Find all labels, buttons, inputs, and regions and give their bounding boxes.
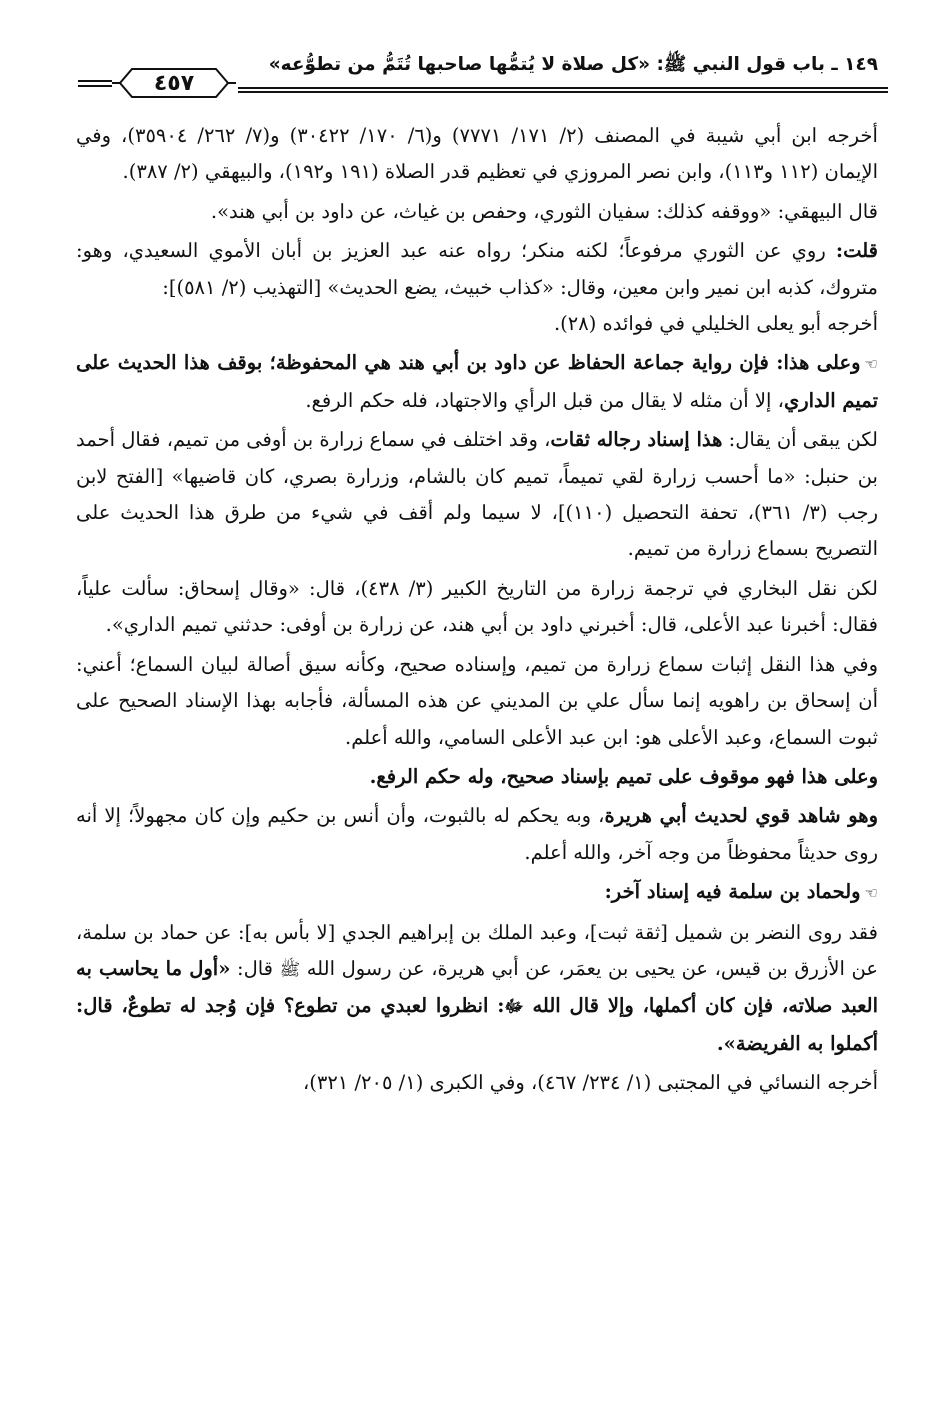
paragraph-8: وفي هذا النقل إثبات سماع زرارة من تميم، وإسناده صحيح، وكأنه سيق أصالة لبيان السماع؛ أعني: أن إسحاق بن راهويه إنما سأل علي بن المديني عن هذه المسألة، فأجابه بهذا الإسناد الصحيح على ثبوت السماع، وعبد الأعلى هو: ابن عبد الأعلى السامي، والله أعلم. [76, 652, 878, 749]
paragraph-7: لكن نقل البخاري في ترجمة زرارة من التاريخ الكبير (٣/ ٤٣٨)، قال: «وقال إسحاق: سألت علياً، فقال: أخبرنا عبد الأعلى، قال: أخبرني داود بن أبي هند، عن زرارة بن أوفى: حدثني تميم الداري». [76, 576, 878, 637]
running-header [78, 48, 888, 98]
paragraph-1: أخرجه ابن أبي شيبة في المصنف (٢/ ١٧١/ ٧٧٧١) و(٦/ ١٧٠/ ٣٠٤٢٢) و(٧/ ٢٦٢/ ٣٥٩٠٤)، وفي الإيمان (١١٢ و١١٣)، وابن نصر المروزي في تعظيم قدر الصلاة (١٩١ و١٩٢)، والبيهقي (٢/ ٣٨٧). [76, 124, 878, 184]
qultu-label: قلت: [835, 239, 878, 263]
page-number-badge [112, 66, 236, 100]
paragraph-6-bold: هذا إسناد رجاله ثقات [550, 428, 723, 452]
hadith-text-bold-2: : انظروا لعبدي من تطوع؟ فإن وُجد له تطوعٌ، قال: أكملوا به الفريضة». [76, 994, 878, 1055]
paragraph-11 [76, 874, 878, 911]
paragraph-2: قال البيهقي: «ووقفه كذلك: سفيان الثوري، وحفص بن غياث، عن داود بن أبي هند». [210, 199, 878, 223]
jalla-jalaluhu-icon: ﷻ [504, 997, 524, 1018]
paragraph-6-text-a: لكن يبقى أن يقال: [722, 428, 878, 452]
pointing-hand-icon: ☜ [864, 355, 878, 374]
paragraph-12-text-a: فقد روى النضر بن شميل [ثقة ثبت]، وعبد الملك بن إبراهيم الجدي [لا بأس به]: عن حماد بن سلمة، عن الأزرق بن قيس، عن يحيى بن يعمَر، عن أبي هريرة، عن رسول الله [76, 920, 878, 980]
paragraph-10-bold: وهو شاهد قوي لحديث أبي هريرة [604, 804, 878, 828]
paragraph-12 [76, 915, 878, 1063]
paragraph-10 [76, 798, 878, 871]
hadith-text-bold: «أول ما يحاسب به العبد صلاته، فإن كان أكملها، وإلا قال الله [76, 956, 878, 1018]
paragraph-13: أخرجه النسائي في المجتبى (١/ ٢٣٤/ ٤٦٧)، وفي الكبرى (١/ ٢٠٥/ ٣٢١)، [302, 1071, 878, 1095]
paragraph-6 [76, 422, 878, 568]
paragraph-9: وعلى هذا فهو موقوف على تميم بإسناد صحيح، وله حكم الرفع. [369, 764, 878, 788]
paragraph-6-text-b: ، وقد اختلف في سماع زرارة بن أوفى من تميم، فقال أحمد بن حنبل: «ما أحسب زرارة لقي تميماً، تميم كان بالشام، وزرارة بصري، كان قاضيها» [الفتح لابن رجب (٣/ ٣٦١)، تحفة التحصيل (١١٠)]، لا سيما ولم أقف في شيء من طرق هذا الحديث على التصريح بسماع زرارة من تميم. [76, 428, 878, 561]
paragraph-4: أخرجه أبو يعلى الخليلي في فوائده (٢٨). [553, 312, 878, 336]
pointing-hand-icon: ☜ [864, 884, 878, 903]
paragraph-11-text: ولحماد بن سلمة فيه إسناد آخر: [604, 880, 861, 904]
header-rule [238, 87, 888, 89]
paragraph-3-text: روي عن الثوري مرفوعاً؛ لكنه منكر؛ رواه عنه عبد العزيز بن أبان الأموي السعيدي، وهو: متروك، كذبه ابن نمير وابن معين، وقال: «كذاب خبيث، يضع الحديث» [التهذيب (٢/ ٥٨١)]: [76, 239, 878, 299]
header-rule-lower [238, 91, 888, 93]
paragraph-5-bold: وعلى هذا: فإن رواية جماعة الحفاظ عن داود بن أبي هند هي المحفوظة؛ بوقف هذا الحديث على تميم الداري [76, 351, 878, 412]
main-text [76, 118, 878, 1102]
paragraph-12-text-b: قال: [230, 956, 280, 980]
chapter-title: ١٤٩ ـ باب قول النبي ﷺ: «كل صلاة لا يُتمُّها صاحبها تُتَمُّ من تطوُّعه» [268, 54, 878, 75]
paragraph-10-text: ، وبه يحكم له بالثبوت، وأن أنس بن حكيم وإن كان مجهولاً؛ إلا أنه روى حديثاً محفوظاً من وجه آخر، والله أعلم. [76, 804, 878, 864]
paragraph-3 [76, 233, 878, 306]
salawat-icon: ﷺ [279, 959, 301, 980]
page-number: ٤٥٧ [153, 70, 195, 96]
paragraph-5-text: ، إلا أن مثله لا يقال من قبل الرأي والاجتهاد، فله حكم الرفع. [305, 388, 784, 412]
paragraph-5 [76, 345, 878, 419]
left-ornament-lines [78, 80, 112, 90]
